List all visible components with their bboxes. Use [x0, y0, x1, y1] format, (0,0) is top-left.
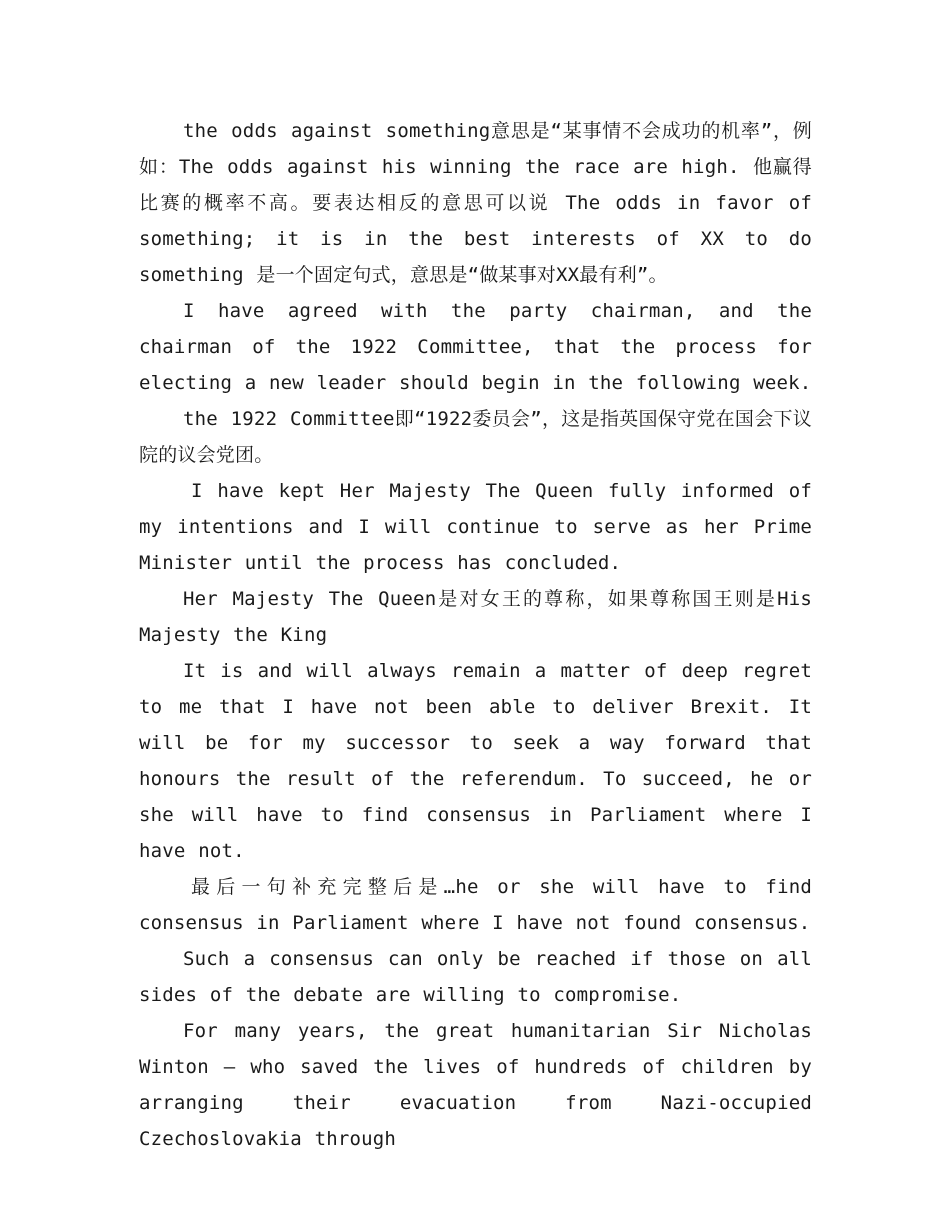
- paragraph-odds-explanation: the odds against something意思是“某事情不会成功的机率”，例如：The odds against his winning the race are high. 他赢得比赛的概率不高。要表达相反的意思可以说 The odds in favor of something; it is in the best interests of XX to do something 是一个固定句式，意思是“做某事对XX最有利”。: [139, 120, 812, 286]
- paragraph-1922-committee-note: the 1922 Committee即“1922委员会”，这是指英国保守党在国会下议院的议会党团。: [139, 408, 812, 466]
- document-body: [139, 113, 812, 1157]
- paragraph-consensus-note: 最后一句补充完整后是…he or she will have to find consensus in Parliament where I have not found consensus.: [139, 876, 812, 934]
- paragraph-compromise: Such a consensus can only be reached if those on all sides of the debate are willing to compromise.: [139, 948, 812, 1006]
- paragraph-nicholas-winton: For many years, the great humanitarian Sir Nicholas Winton – who saved the lives of hundreds of children by arranging their evacuation from Nazi-occupied Czechoslovakia through: [139, 1020, 812, 1150]
- paragraph-leader-election: I have agreed with the party chairman, and the chairman of the 1922 Committee, that the process for electing a new leader should begin in the following week.: [139, 300, 812, 394]
- paragraph-majesty-note: Her Majesty The Queen是对女王的尊称，如果尊称国王则是His Majesty the King: [139, 588, 812, 646]
- paragraph-brexit-regret: It is and will always remain a matter of deep regret to me that I have not been able to deliver Brexit. It will be for my successor to seek a way forward that honours the result of the referendum. To succeed, he or she will have to find consensus in Parliament where I have not.: [139, 660, 812, 862]
- paragraph-queen-informed: I have kept Her Majesty The Queen fully informed of my intentions and I will continue to serve as her Prime Minister until the process has concluded.: [139, 480, 812, 574]
